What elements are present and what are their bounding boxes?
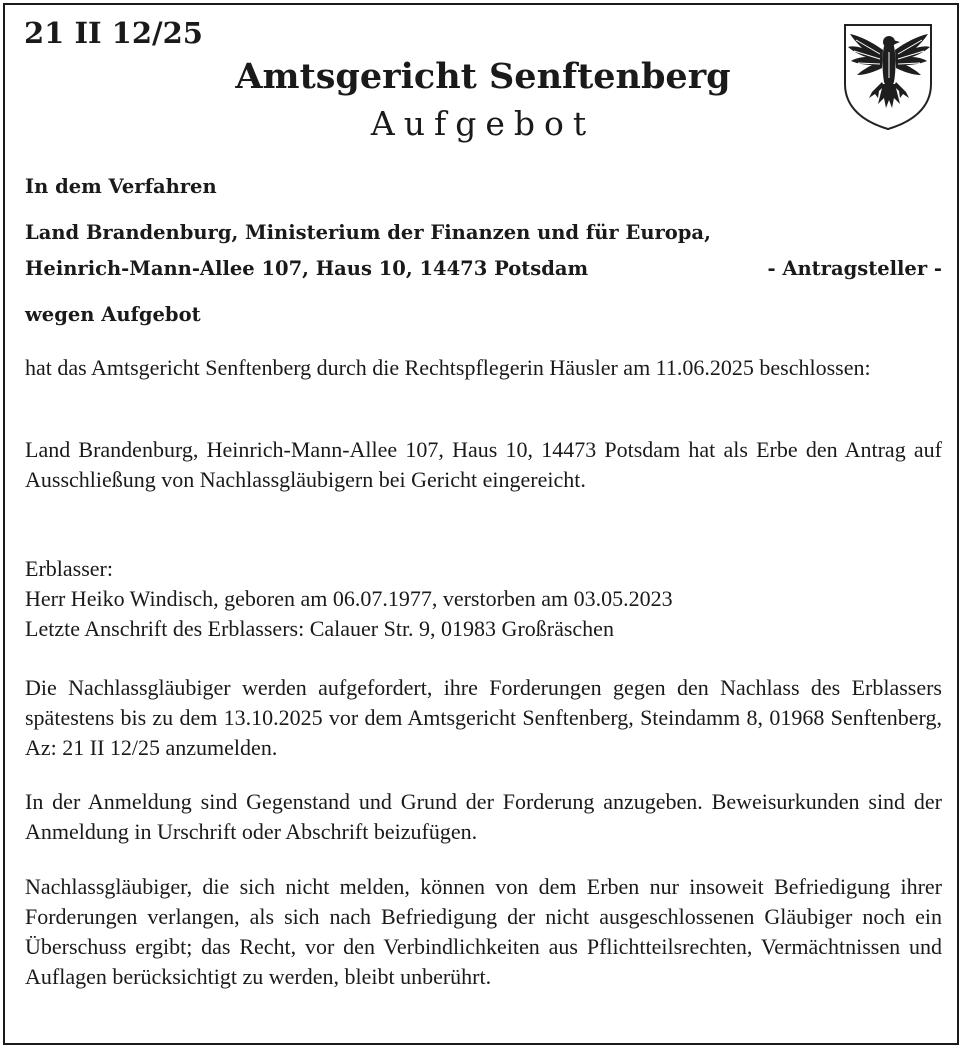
- applicant-name: Land Brandenburg, Ministerium der Finanzen und für Europa,: [25, 221, 711, 244]
- procedure-subject: wegen Aufgebot: [25, 303, 201, 326]
- document-type: Aufgebot: [370, 104, 596, 143]
- decision-paragraph: hat das Amtsgericht Senftenberg durch die Rechtspflegerin Häusler am 11.06.2025 beschlossen:: [25, 355, 871, 380]
- case-number: 21 II 12/25: [24, 16, 203, 50]
- erblasser-person: Herr Heiko Windisch, geboren am 06.07.1977, verstorben am 03.05.2023: [25, 586, 673, 611]
- brandenburg-eagle-crest-icon: [842, 22, 934, 132]
- applicant-role: - Antragsteller -: [767, 257, 942, 280]
- erblasser-address: Letzte Anschrift des Erblassers: Calauer Str. 9, 01983 Großräschen: [25, 616, 614, 641]
- demand-paragraph: Die Nachlassgläubiger werden aufgefordert, ihre Forderungen gegen den Nachlass des Erblassers spätestens bis zu dem 13.10.2025 vor dem Amtsgericht Senftenberg, Steindamm 8, 01968 Senftenberg, Az: 21 II 12/25 anzumelden.: [25, 675, 942, 760]
- applicant-address: Heinrich-Mann-Allee 107, Haus 10, 14473 Potsdam: [25, 257, 589, 280]
- application-paragraph: Land Brandenburg, Heinrich-Mann-Allee 107, Haus 10, 14473 Potsdam hat als Erbe den Antrag auf Ausschließung von Nachlassgläubigern bei Gericht eingereicht.: [25, 437, 942, 492]
- registration-paragraph: In der Anmeldung sind Gegenstand und Grund der Forderung anzugeben. Beweisurkunden sind der Anmeldung in Urschrift oder Abschrift beizufügen.: [25, 789, 942, 844]
- erblasser-label: Erblasser:: [25, 556, 113, 581]
- court-name: Amtsgericht Senftenberg: [235, 56, 731, 97]
- applicant-address-line: [25, 254, 942, 284]
- procedure-intro: In dem Verfahren: [25, 175, 217, 198]
- consequence-paragraph: Nachlassgläubiger, die sich nicht melden, können von dem Erben nur insoweit Befriedigung ihrer Forderungen verlangen, als sich nach Befriedigung der nicht ausgeschlossenen Gläubiger noch ein Überschuss ergibt; das Recht, vor den Verbindlichkeiten aus Pflichtteilsrechten, Vermächtnissen und Auflagen berücksichtigt zu werden, bleibt unberührt.: [25, 874, 942, 989]
- erblasser-block: [25, 554, 942, 644]
